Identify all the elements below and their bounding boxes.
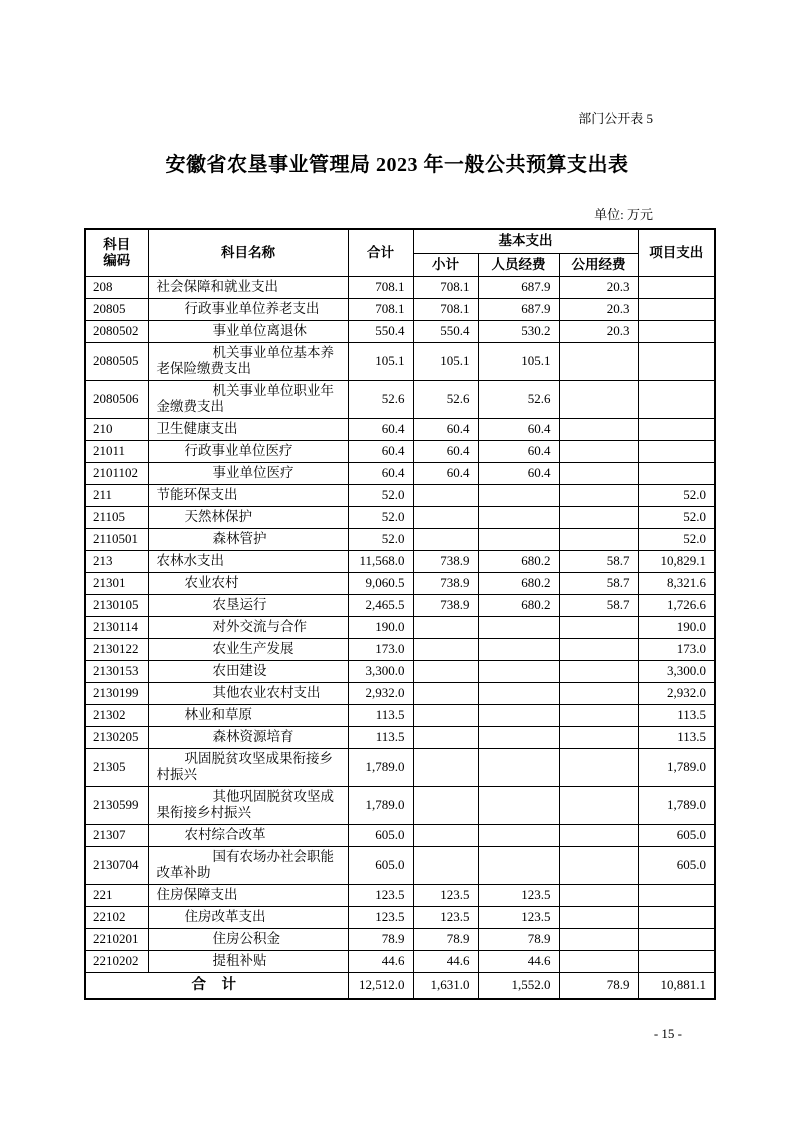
total-cell: 190.0 (348, 616, 413, 638)
subtotal-cell (413, 726, 478, 748)
subject-code-cell: 21307 (85, 824, 148, 846)
subject-code-cell: 208 (85, 276, 148, 298)
subtotal-cell: 60.4 (413, 440, 478, 462)
personnel-cell: 687.9 (478, 298, 559, 320)
table-row (85, 638, 715, 660)
table-row (85, 418, 715, 440)
public-cell: 58.7 (559, 550, 638, 572)
project-cell (638, 928, 715, 950)
project-cell: 1,789.0 (638, 786, 715, 824)
project-cell (638, 320, 715, 342)
public-cell (559, 484, 638, 506)
personnel-cell: 60.4 (478, 462, 559, 484)
total-cell: 708.1 (348, 298, 413, 320)
personnel-cell: 530.2 (478, 320, 559, 342)
public-cell (559, 380, 638, 418)
personnel-cell (478, 726, 559, 748)
total-cell: 605.0 (348, 846, 413, 884)
project-cell: 3,300.0 (638, 660, 715, 682)
personnel-cell: 680.2 (478, 572, 559, 594)
budget-table (84, 228, 716, 1000)
total-cell: 113.5 (348, 704, 413, 726)
header-basic-expenditure: 基本支出 (413, 229, 638, 253)
subject-name-cell: 住房改革支出 (148, 906, 348, 928)
personnel-cell (478, 528, 559, 550)
subject-code-cell: 2080502 (85, 320, 148, 342)
table-row (85, 298, 715, 320)
personnel-cell: 123.5 (478, 884, 559, 906)
header-total: 合计 (348, 229, 413, 276)
total-cell: 105.1 (348, 342, 413, 380)
subtotal-cell (413, 748, 478, 786)
table-row (85, 928, 715, 950)
public-cell (559, 462, 638, 484)
public-cell (559, 342, 638, 380)
subject-name-cell: 行政事业单位医疗 (148, 440, 348, 462)
total-cell: 52.0 (348, 528, 413, 550)
subtotal-cell (413, 660, 478, 682)
public-cell: 20.3 (559, 298, 638, 320)
personnel-cell: 78.9 (478, 928, 559, 950)
subject-code-cell: 22102 (85, 906, 148, 928)
public-cell (559, 616, 638, 638)
project-cell (638, 276, 715, 298)
subtotal-cell: 60.4 (413, 462, 478, 484)
subtotal-cell: 738.9 (413, 594, 478, 616)
table-footer (85, 972, 715, 999)
header-subtotal: 小计 (413, 253, 478, 276)
table-row (85, 484, 715, 506)
subject-name-cell: 林业和草原 (148, 704, 348, 726)
subject-name-cell: 事业单位离退休 (148, 320, 348, 342)
subject-code-cell: 2080505 (85, 342, 148, 380)
table-row (85, 616, 715, 638)
personnel-cell: 105.1 (478, 342, 559, 380)
subtotal-cell: 123.5 (413, 884, 478, 906)
personnel-cell (478, 682, 559, 704)
personnel-cell (478, 704, 559, 726)
total-cell: 9,060.5 (348, 572, 413, 594)
total-cell: 52.0 (348, 484, 413, 506)
table-row (85, 660, 715, 682)
total-cell: 708.1 (348, 276, 413, 298)
public-cell (559, 704, 638, 726)
table-row (85, 884, 715, 906)
subject-name-cell: 巩固脱贫攻坚成果衔接乡村振兴 (148, 748, 348, 786)
project-cell (638, 440, 715, 462)
public-cell (559, 906, 638, 928)
table-row (85, 320, 715, 342)
subject-code-cell: 2130199 (85, 682, 148, 704)
subject-code-cell: 2130153 (85, 660, 148, 682)
public-cell (559, 950, 638, 972)
total-cell: 60.4 (348, 418, 413, 440)
subtotal-cell (413, 786, 478, 824)
subject-code-cell: 211 (85, 484, 148, 506)
table-row (85, 380, 715, 418)
project-cell (638, 418, 715, 440)
total-cell: 550.4 (348, 320, 413, 342)
subject-name-cell: 农林水支出 (148, 550, 348, 572)
total-cell: 2,465.5 (348, 594, 413, 616)
personnel-cell: 680.2 (478, 550, 559, 572)
subject-code-cell: 2101102 (85, 462, 148, 484)
table-row (85, 342, 715, 380)
subtotal-cell: 60.4 (413, 418, 478, 440)
total-cell: 60.4 (348, 462, 413, 484)
subject-code-cell: 20805 (85, 298, 148, 320)
project-cell (638, 380, 715, 418)
subject-code-cell: 2130704 (85, 846, 148, 884)
project-cell: 190.0 (638, 616, 715, 638)
subject-name-cell: 对外交流与合作 (148, 616, 348, 638)
subject-code-cell: 21105 (85, 506, 148, 528)
subject-code-cell: 21305 (85, 748, 148, 786)
public-cell (559, 884, 638, 906)
total-public-cell: 78.9 (559, 972, 638, 999)
project-cell: 113.5 (638, 704, 715, 726)
subject-code-cell: 2130599 (85, 786, 148, 824)
subtotal-cell (413, 506, 478, 528)
subject-code-cell: 21301 (85, 572, 148, 594)
personnel-cell (478, 616, 559, 638)
public-cell (559, 660, 638, 682)
subject-name-cell: 节能环保支出 (148, 484, 348, 506)
total-project-cell: 10,881.1 (638, 972, 715, 999)
subject-name-cell: 国有农场办社会职能改革补助 (148, 846, 348, 884)
header-personnel-funds: 人员经费 (478, 253, 559, 276)
public-cell (559, 846, 638, 884)
personnel-cell: 60.4 (478, 440, 559, 462)
subject-name-cell: 天然林保护 (148, 506, 348, 528)
project-cell: 52.0 (638, 506, 715, 528)
project-cell: 52.0 (638, 528, 715, 550)
subject-name-cell: 住房保障支出 (148, 884, 348, 906)
project-cell: 1,726.6 (638, 594, 715, 616)
project-cell: 113.5 (638, 726, 715, 748)
subject-name-cell: 农村综合改革 (148, 824, 348, 846)
subject-code-cell: 21011 (85, 440, 148, 462)
subtotal-cell: 52.6 (413, 380, 478, 418)
total-cell: 113.5 (348, 726, 413, 748)
public-cell (559, 506, 638, 528)
table-row (85, 550, 715, 572)
subject-name-cell: 卫生健康支出 (148, 418, 348, 440)
subtotal-cell: 123.5 (413, 906, 478, 928)
personnel-cell (478, 660, 559, 682)
total-cell: 605.0 (348, 824, 413, 846)
total-cell: 78.9 (348, 928, 413, 950)
total-subtotal-cell: 1,631.0 (413, 972, 478, 999)
subtotal-cell: 105.1 (413, 342, 478, 380)
subject-name-cell: 农业农村 (148, 572, 348, 594)
project-cell (638, 906, 715, 928)
total-personnel-cell: 1,552.0 (478, 972, 559, 999)
subtotal-cell: 44.6 (413, 950, 478, 972)
table-row (85, 528, 715, 550)
table-row (85, 462, 715, 484)
subject-code-cell: 2130114 (85, 616, 148, 638)
public-cell: 58.7 (559, 594, 638, 616)
table-row (85, 506, 715, 528)
personnel-cell (478, 786, 559, 824)
table-row (85, 572, 715, 594)
public-cell: 20.3 (559, 276, 638, 298)
table-row (85, 906, 715, 928)
total-cell: 123.5 (348, 884, 413, 906)
personnel-cell: 52.6 (478, 380, 559, 418)
public-cell (559, 748, 638, 786)
table-row (85, 846, 715, 884)
personnel-cell: 44.6 (478, 950, 559, 972)
doc-label: 部门公开表 5 (578, 111, 653, 126)
subtotal-cell (413, 638, 478, 660)
table-row (85, 704, 715, 726)
subject-code-cell: 2130205 (85, 726, 148, 748)
public-cell (559, 638, 638, 660)
subject-name-cell: 其他巩固脱贫攻坚成果衔接乡村振兴 (148, 786, 348, 824)
subject-name-cell: 住房公积金 (148, 928, 348, 950)
total-row (85, 972, 715, 999)
public-cell (559, 824, 638, 846)
subject-name-cell: 社会保障和就业支出 (148, 276, 348, 298)
header-public-funds: 公用经费 (559, 253, 638, 276)
subject-code-cell: 2210201 (85, 928, 148, 950)
page-number: - 15 - (653, 1026, 682, 1041)
subject-name-cell: 机关事业单位职业年金缴费支出 (148, 380, 348, 418)
subtotal-cell (413, 846, 478, 884)
subtotal-cell (413, 484, 478, 506)
page-title: 安徽省农垦事业管理局 2023 年一般公共预算支出表 (165, 154, 629, 176)
project-cell: 52.0 (638, 484, 715, 506)
subject-name-cell: 事业单位医疗 (148, 462, 348, 484)
project-cell: 605.0 (638, 846, 715, 884)
project-cell (638, 884, 715, 906)
subject-code-cell: 2110501 (85, 528, 148, 550)
total-cell: 1,789.0 (348, 748, 413, 786)
table-row (85, 440, 715, 462)
project-cell: 2,932.0 (638, 682, 715, 704)
header-project-expenditure: 项目支出 (638, 229, 715, 276)
personnel-cell: 123.5 (478, 906, 559, 928)
public-cell (559, 528, 638, 550)
total-cell: 44.6 (348, 950, 413, 972)
table-row (85, 786, 715, 824)
subject-code-cell: 2210202 (85, 950, 148, 972)
table-row (85, 748, 715, 786)
project-cell: 10,829.1 (638, 550, 715, 572)
personnel-cell: 687.9 (478, 276, 559, 298)
project-cell (638, 298, 715, 320)
total-cell: 52.6 (348, 380, 413, 418)
total-cell: 60.4 (348, 440, 413, 462)
total-cell: 173.0 (348, 638, 413, 660)
table-header (85, 229, 715, 276)
subject-code-cell: 2130122 (85, 638, 148, 660)
public-cell: 58.7 (559, 572, 638, 594)
subtotal-cell (413, 704, 478, 726)
total-cell: 3,300.0 (348, 660, 413, 682)
personnel-cell (478, 824, 559, 846)
subject-code-cell: 213 (85, 550, 148, 572)
table-row (85, 824, 715, 846)
personnel-cell (478, 748, 559, 786)
public-cell (559, 418, 638, 440)
personnel-cell (478, 846, 559, 884)
subject-name-cell: 提租补贴 (148, 950, 348, 972)
subtotal-cell (413, 824, 478, 846)
subtotal-cell (413, 682, 478, 704)
public-cell (559, 682, 638, 704)
subject-name-cell: 农业生产发展 (148, 638, 348, 660)
project-cell (638, 342, 715, 380)
total-cell: 52.0 (348, 506, 413, 528)
subject-name-cell: 农田建设 (148, 660, 348, 682)
project-cell: 8,321.6 (638, 572, 715, 594)
header-subject-name: 科目名称 (148, 229, 348, 276)
table-row (85, 594, 715, 616)
project-cell (638, 950, 715, 972)
total-cell: 11,568.0 (348, 550, 413, 572)
total-cell: 1,789.0 (348, 786, 413, 824)
personnel-cell (478, 506, 559, 528)
table-row (85, 950, 715, 972)
personnel-cell (478, 484, 559, 506)
subject-code-cell: 210 (85, 418, 148, 440)
personnel-cell: 680.2 (478, 594, 559, 616)
subtotal-cell: 550.4 (413, 320, 478, 342)
subtotal-cell: 708.1 (413, 298, 478, 320)
table-row (85, 682, 715, 704)
subtotal-cell: 708.1 (413, 276, 478, 298)
subject-name-cell: 森林管护 (148, 528, 348, 550)
subject-name-cell: 行政事业单位养老支出 (148, 298, 348, 320)
total-label: 合 计 (85, 972, 348, 999)
table-row (85, 276, 715, 298)
subject-name-cell: 机关事业单位基本养老保险缴费支出 (148, 342, 348, 380)
subject-code-cell: 221 (85, 884, 148, 906)
personnel-cell (478, 638, 559, 660)
subtotal-cell (413, 528, 478, 550)
subject-name-cell: 森林资源培育 (148, 726, 348, 748)
project-cell: 1,789.0 (638, 748, 715, 786)
total-cell: 123.5 (348, 906, 413, 928)
unit-label: 单位: 万元 (594, 207, 653, 222)
subject-code-cell: 2130105 (85, 594, 148, 616)
table-body (85, 276, 715, 972)
public-cell (559, 928, 638, 950)
public-cell (559, 726, 638, 748)
total-sum-cell: 12,512.0 (348, 972, 413, 999)
subject-name-cell: 其他农业农村支出 (148, 682, 348, 704)
table-row (85, 726, 715, 748)
public-cell: 20.3 (559, 320, 638, 342)
header-subject-code (85, 229, 148, 276)
subject-code-cell: 21302 (85, 704, 148, 726)
public-cell (559, 440, 638, 462)
subtotal-cell: 738.9 (413, 550, 478, 572)
subject-name-cell: 农垦运行 (148, 594, 348, 616)
subtotal-cell: 78.9 (413, 928, 478, 950)
subject-code-cell: 2080506 (85, 380, 148, 418)
subtotal-cell: 738.9 (413, 572, 478, 594)
project-cell: 605.0 (638, 824, 715, 846)
personnel-cell: 60.4 (478, 418, 559, 440)
header-subject-code-line1: 科目 (103, 236, 131, 252)
header-subject-code-line2: 编码 (103, 252, 131, 268)
public-cell (559, 786, 638, 824)
project-cell (638, 462, 715, 484)
total-cell: 2,932.0 (348, 682, 413, 704)
project-cell: 173.0 (638, 638, 715, 660)
subtotal-cell (413, 616, 478, 638)
